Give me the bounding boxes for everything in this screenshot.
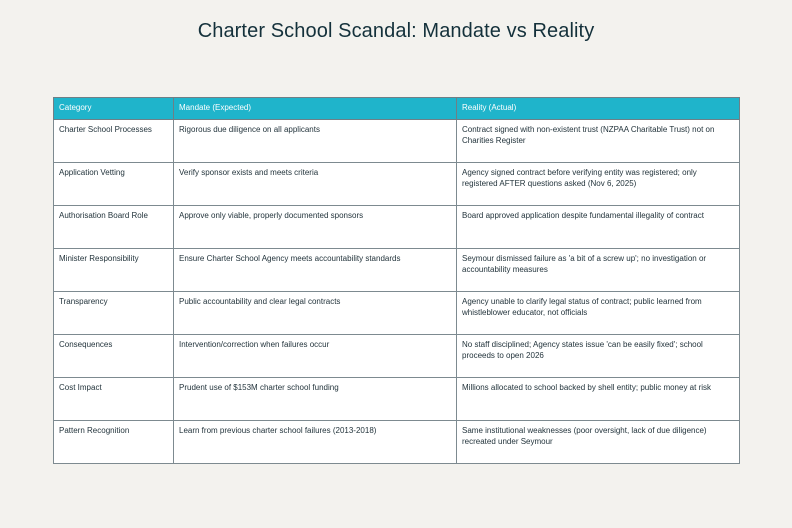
- cell-mandate: Verify sponsor exists and meets criteria: [174, 163, 457, 206]
- column-header-mandate: Mandate (Expected): [174, 98, 457, 120]
- column-header-category: Category: [54, 98, 174, 120]
- cell-category: Cost Impact: [54, 378, 174, 421]
- table-row: [54, 421, 740, 464]
- table-row: [54, 120, 740, 163]
- column-header-reality: Reality (Actual): [457, 98, 740, 120]
- cell-reality: Millions allocated to school backed by shell entity; public money at risk: [457, 378, 740, 421]
- table-row: [54, 335, 740, 378]
- table-row: [54, 292, 740, 335]
- cell-mandate: Intervention/correction when failures occur: [174, 335, 457, 378]
- table-row: [54, 206, 740, 249]
- table-row: [54, 249, 740, 292]
- cell-mandate: Learn from previous charter school failures (2013-2018): [174, 421, 457, 464]
- cell-reality: Seymour dismissed failure as 'a bit of a screw up'; no investigation or accountability measures: [457, 249, 740, 292]
- cell-category: Consequences: [54, 335, 174, 378]
- cell-category: Pattern Recognition: [54, 421, 174, 464]
- cell-mandate: Ensure Charter School Agency meets accountability standards: [174, 249, 457, 292]
- cell-category: Minister Responsibility: [54, 249, 174, 292]
- comparison-table: [53, 97, 740, 464]
- cell-reality: Board approved application despite fundamental illegality of contract: [457, 206, 740, 249]
- cell-category: Charter School Processes: [54, 120, 174, 163]
- cell-mandate: Rigorous due diligence on all applicants: [174, 120, 457, 163]
- cell-category: Transparency: [54, 292, 174, 335]
- table-row: [54, 163, 740, 206]
- cell-reality: Agency unable to clarify legal status of contract; public learned from whistleblower educator, not officials: [457, 292, 740, 335]
- cell-mandate: Prudent use of $153M charter school funding: [174, 378, 457, 421]
- cell-mandate: Public accountability and clear legal contracts: [174, 292, 457, 335]
- cell-reality: Same institutional weaknesses (poor oversight, lack of due diligence) recreated under Seymour: [457, 421, 740, 464]
- cell-category: Application Vetting: [54, 163, 174, 206]
- cell-reality: Contract signed with non-existent trust (NZPAA Charitable Trust) not on Charities Register: [457, 120, 740, 163]
- table-header-row: [54, 98, 740, 120]
- page-title: Charter School Scandal: Mandate vs Reality: [197, 20, 595, 42]
- cell-mandate: Approve only viable, properly documented sponsors: [174, 206, 457, 249]
- table-row: [54, 378, 740, 421]
- cell-category: Authorisation Board Role: [54, 206, 174, 249]
- cell-reality: No staff disciplined; Agency states issue 'can be easily fixed'; school proceeds to open 2026: [457, 335, 740, 378]
- cell-reality: Agency signed contract before verifying entity was registered; only registered AFTER questions asked (Nov 6, 2025): [457, 163, 740, 206]
